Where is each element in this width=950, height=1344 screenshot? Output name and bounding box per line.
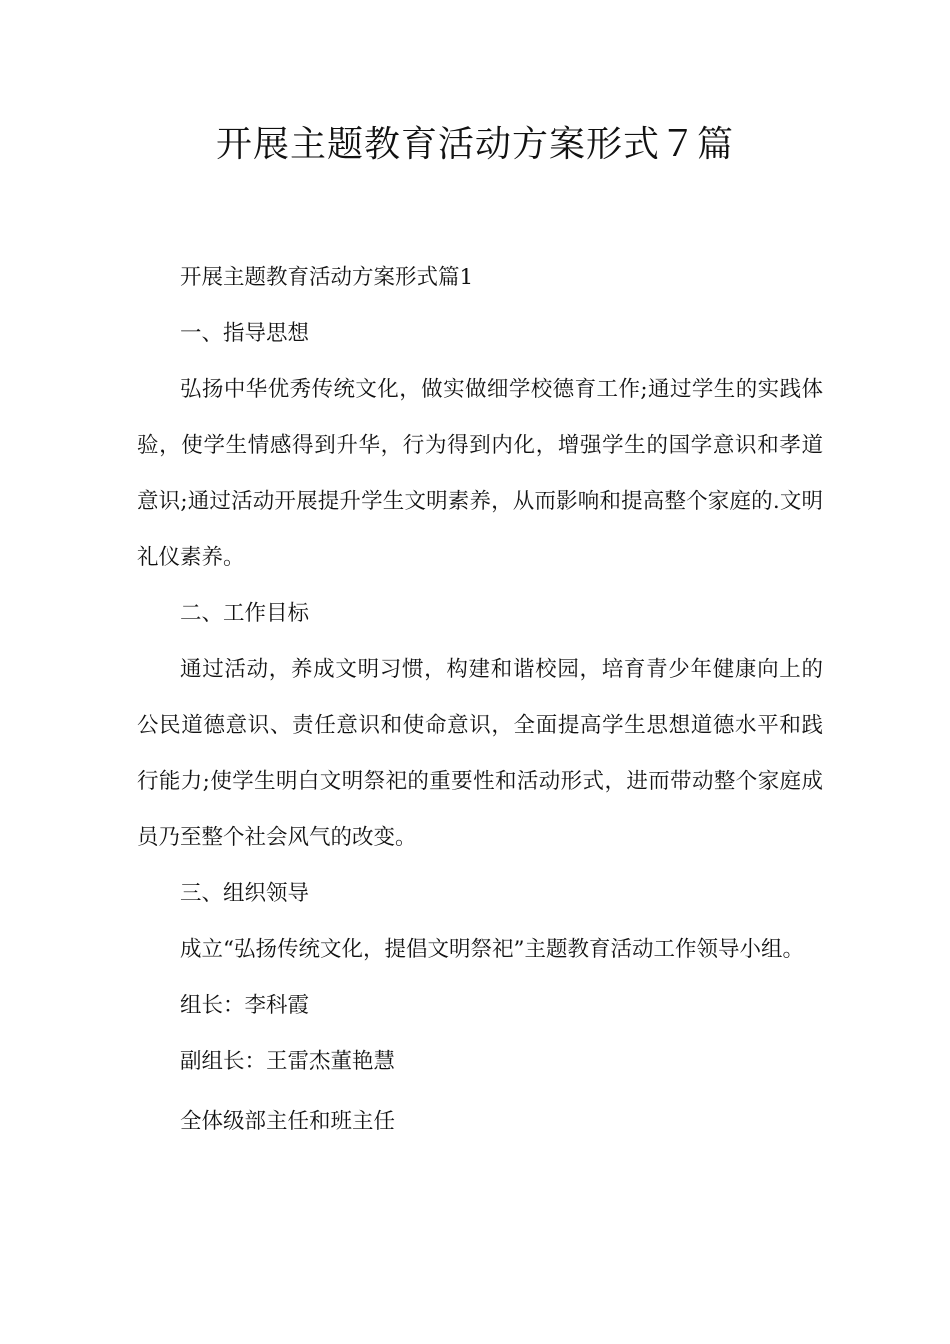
paragraph-work-goals: 通过活动，养成文明习惯，构建和谐校园，培育青少年健康向上的公民道德意识、责任意识和使命意识，全面提高学生思想道德水平和践行能力;使学生明白文明祭祀的重要性和活动形式，进而带动整个家庭成员乃至整个社会风气的改变。 [137,657,823,850]
subheading-work-goals: 二、工作目标 [180,601,310,626]
paragraph-guiding-ideology: 弘扬中华优秀传统文化，做实做细学校德育工作;通过学生的实践体验，使学生情感得到升华，行为得到内化，增强学生的国学意识和孝道意识;通过活动开展提升学生文明素养，从而影响和提高整个家庭的.文明礼仪素养。 [137,377,823,570]
subheading-organization: 三、组织领导 [180,881,310,906]
section-heading: 开展主题教育活动方案形式篇1 [180,265,474,290]
subheading-guiding-ideology: 一、指导思想 [180,321,310,346]
document-title: 开展主题教育活动方案形式７篇 [215,124,734,165]
document-body [137,250,823,1150]
deputy-leader-line: 副组长：王雷杰董艳慧 [180,1049,396,1074]
members-line: 全体级部主任和班主任 [180,1109,396,1134]
leader-line: 组长：李科霞 [180,993,310,1018]
paragraph-organization: 成立“弘扬传统文化，提倡文明祭祀”主题教育活动工作领导小组。 [180,937,804,962]
